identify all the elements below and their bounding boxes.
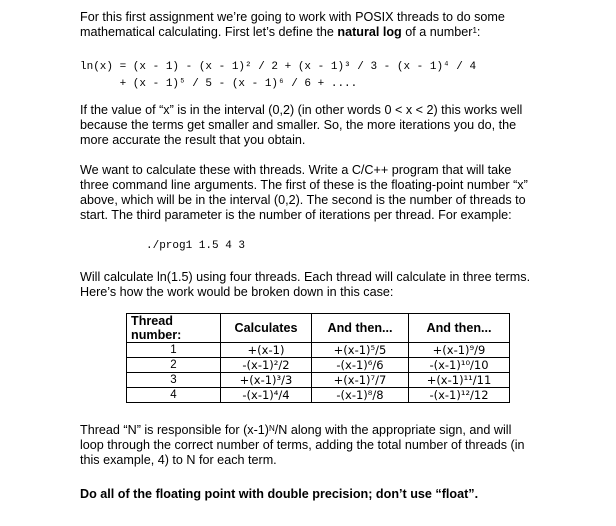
command-example: ./prog1 1.5 4 3: [146, 240, 246, 252]
table-row: [127, 343, 510, 358]
table-row: [127, 358, 510, 373]
term-cell: -(x-1)⁶/6: [312, 358, 409, 373]
term-cell: +(x-1)³/3: [221, 373, 312, 388]
term-cell: -(x-1)¹²/12: [409, 388, 510, 403]
table-header-row: [127, 314, 510, 343]
thread-work-table: [126, 313, 510, 403]
example-paragraph: Will calculate ln(1.5) using four threads. Each thread will calculate in three terms. Here’s how the work would be broken down in this case:: [80, 270, 531, 299]
header-thread-number: Thread number:: [127, 314, 221, 343]
footnote-mark: 1: [472, 26, 477, 35]
header-and-then-2: And then...: [409, 314, 510, 343]
term-cell: +(x-1)⁵/5: [312, 343, 409, 358]
ln-series-formula: ln(x) = (x - 1) - (x - 1)² / 2 + (x - 1)³ / 3 - (x - 1)⁴ / 4 + (x - 1)⁵ / 5 - (x - 1)⁶ / 6 + ....: [80, 61, 477, 90]
thread-number-cell: 1: [127, 343, 221, 358]
thread-number-cell: 2: [127, 358, 221, 373]
thread-number-cell: 4: [127, 388, 221, 403]
term-cell: +(x-1)¹¹/11: [409, 373, 510, 388]
natural-log-term: natural log: [337, 25, 402, 39]
thread-number-cell: 3: [127, 373, 221, 388]
header-calculates: Calculates: [221, 314, 312, 343]
table-row: [127, 388, 510, 403]
term-cell: +(x-1)⁹/9: [409, 343, 510, 358]
term-cell: -(x-1)²/2: [221, 358, 312, 373]
header-and-then-1: And then...: [312, 314, 409, 343]
term-cell: -(x-1)¹⁰/10: [409, 358, 510, 373]
threads-paragraph: We want to calculate these with threads. Write a C/C++ program that will take three command line arguments. The first of these is the floating-point number “x” above, which will be in the interval (0,2). The second is the number of threads to start. The third parameter is the number of iterations per thread. For example:: [80, 163, 528, 222]
term-cell: -(x-1)⁴/4: [221, 388, 312, 403]
intro-paragraph: For this first assignment we’re going to work with POSIX threads to do some mathematical calculating. First let’s define the natural log of a number$^1$:: [80, 10, 505, 39]
interval-paragraph: If the value of “x” is in the interval (0,2) (in other words 0 < x < 2) this works well because the terms get smaller and smaller. So, the more iterations you do, the more accurate the result that you obtain.: [80, 103, 523, 147]
double-precision-note: Do all of the floating point with double precision; don’t use “float”.: [80, 487, 479, 501]
term-cell: +(x-1)⁷/7: [312, 373, 409, 388]
term-cell: +(x-1): [221, 343, 312, 358]
term-cell: -(x-1)⁸/8: [312, 388, 409, 403]
thread-n-paragraph: Thread “N” is responsible for $(x-1)^N/N$ along with the appropriate sign, and will loop through the correct number of terms, adding the total number of threads (in this example, 4) to N for each term.: [80, 423, 525, 467]
table-row: [127, 373, 510, 388]
